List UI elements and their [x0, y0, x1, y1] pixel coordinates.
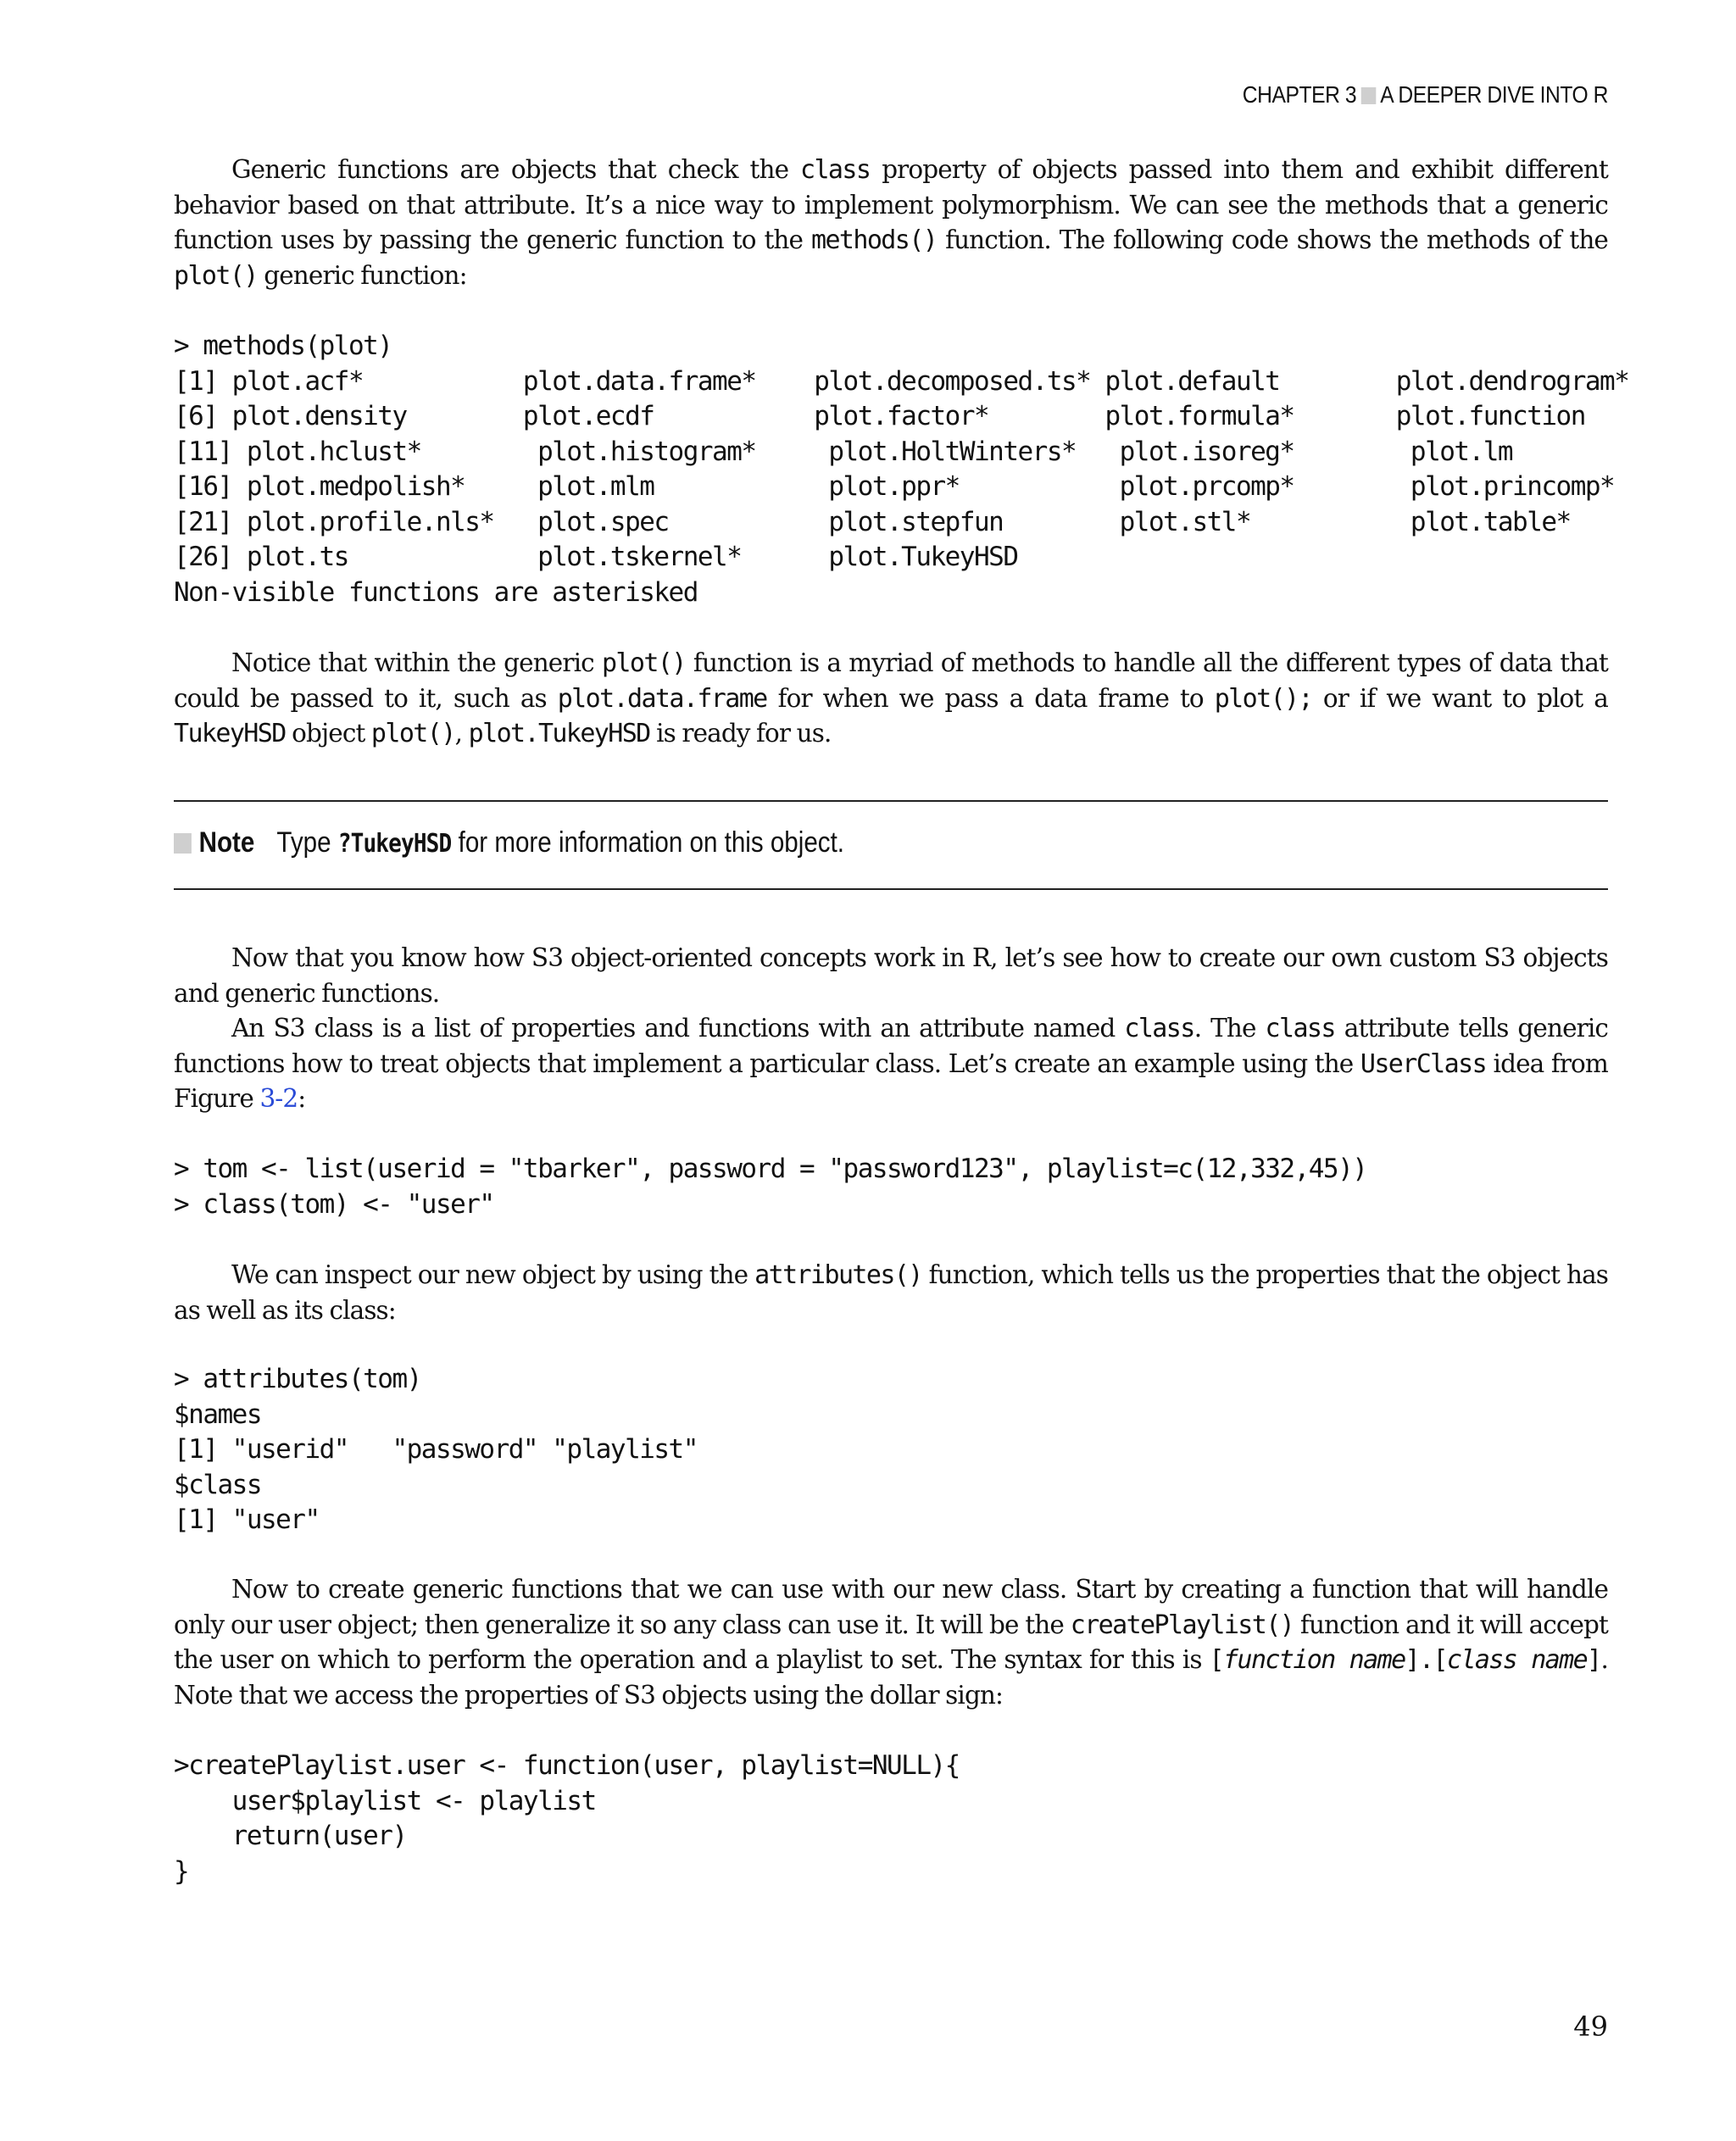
text: :	[298, 1084, 306, 1113]
text: is ready for us.	[649, 719, 832, 748]
note-command: ?TukeyHSD	[337, 829, 452, 859]
inline-code: plot.TukeyHSD	[468, 719, 650, 748]
text: or if we want to plot a	[1311, 683, 1608, 713]
inline-code: [	[1209, 1645, 1224, 1675]
code-listing: > methods(plot) [1] plot.acf* plot.data.frame* plot.decomposed.ts* plot.default plot.dendrogram* [6] plot.density plot.ecdf plot.factor* plot.formula* plot.function [11] plot.hclust* plot.histogram* plot.HoltWinters* plot.isoreg* plot.lm [16] plot.medpolish* plot.mlm plot.ppr* plot.prcomp* plot.princomp* [21] plot.profile.nls* plot.spec plot.stepfun plot.stl* plot.table* [26] plot.ts plot.tskernel* plot.TukeyHSD Non-visible functions are asterisked	[174, 331, 1629, 608]
inline-code-italic: class name	[1446, 1645, 1588, 1675]
figure-link[interactable]: 3-2	[259, 1084, 298, 1113]
inline-code: ].[	[1405, 1645, 1447, 1675]
code-block-tom-list	[174, 1152, 1608, 1222]
text: for when we pass a data frame to	[766, 683, 1215, 713]
chapter-label: CHAPTER 3	[1242, 81, 1357, 108]
inline-code: class	[800, 155, 871, 185]
text: function and it will accept the user on which to perform the operation and a playlist to set. The syntax for this is	[174, 1610, 1608, 1674]
inline-code: methods()	[811, 225, 938, 255]
text: attribute tells generic functions how to treat objects that implement a particular class. Let’s create an example using the	[174, 1014, 1608, 1078]
text: object	[285, 719, 371, 748]
text: We can inspect our new object by using the	[231, 1260, 755, 1289]
inline-code: plot()	[174, 260, 258, 291]
text: . Note that we access the properties of S3 objects using the dollar sign:	[174, 1645, 1608, 1710]
paragraph-inspect	[174, 1258, 1608, 1328]
inline-code: UserClass	[1360, 1048, 1487, 1079]
square-bullet-icon	[1360, 87, 1376, 104]
inline-code: plot()	[370, 719, 455, 748]
inline-code: createPlaylist()	[1070, 1610, 1294, 1640]
code-listing: > tom <- list(userid = "tbarker", password = "password123", playlist=c(12,332,45)) > class(tom) <- "user"	[174, 1154, 1367, 1220]
text: An S3 class is a list of properties and functions with an attribute named	[231, 1014, 1125, 1043]
note-top-rule	[174, 800, 1608, 802]
code-listing: > attributes(tom) $names [1] "userid" "password" "playlist" $class [1] "user"	[174, 1364, 698, 1535]
text: property of objects passed into them and exhibit different behavior based on that attribute. It’s a nice way to implement polymorphism. We can see the methods that a generic function uses by passing the generic function to the	[174, 155, 1608, 254]
text: Generic functions are objects that check the	[231, 155, 800, 184]
paragraph-generic-functions	[174, 153, 1608, 293]
inline-code-italic: function name	[1223, 1645, 1405, 1675]
paragraph-s3-intro	[174, 941, 1608, 1011]
running-header	[1243, 81, 1608, 108]
page-number: 49	[1573, 2010, 1608, 2043]
inline-code: plot.data.frame	[557, 683, 767, 714]
inline-code: plot();	[1214, 683, 1312, 714]
text: idea from Figure	[174, 1048, 1608, 1113]
inline-code: ]	[1587, 1645, 1601, 1675]
code-block-methods-plot	[174, 329, 1629, 610]
text: function, which tells us the properties that the object has as well as its class:	[174, 1260, 1609, 1325]
note-bottom-rule	[174, 888, 1608, 890]
square-bullet-icon	[174, 833, 192, 854]
note-label: Note	[198, 826, 255, 859]
code-listing: >createPlaylist.user <- function(user, playlist=NULL){ user$playlist <- playlist return(user) }	[174, 1750, 960, 1887]
inline-code: plot()	[601, 648, 686, 678]
note-text: Type	[276, 826, 338, 859]
text: function. The following code shows the methods of the	[937, 225, 1608, 254]
text: . The	[1194, 1014, 1266, 1043]
paragraph-notice	[174, 646, 1608, 752]
text: function is a myriad of methods to handle all the different types of data that could be passed to it, such as	[174, 648, 1608, 713]
note-text: for more information on this object.	[451, 826, 845, 859]
code-block-create-playlist	[174, 1749, 1608, 1889]
text: Now to create generic functions that we can use with our new class. Start by creating a function that will handle only our user object; then generalize it so any class can use it. It will be the	[174, 1575, 1608, 1639]
note-box	[174, 826, 844, 859]
inline-code: class	[1265, 1014, 1335, 1043]
text: Now that you know how S3 object-oriented concepts work in R, let’s see how to create our own custom S3 objects and generic functions.	[174, 943, 1608, 1008]
inline-code: TukeyHSD	[174, 719, 286, 748]
inline-code: attributes()	[754, 1260, 922, 1290]
inline-code: class	[1124, 1014, 1194, 1043]
paragraph-create-generic	[174, 1572, 1608, 1713]
text: Notice that within the generic	[231, 648, 602, 677]
text: ,	[454, 719, 469, 748]
code-block-attributes	[174, 1362, 1608, 1538]
text: generic function:	[257, 260, 467, 290]
chapter-title: A DEEPER DIVE INTO R	[1380, 81, 1608, 108]
paragraph-s3-class	[174, 1011, 1608, 1117]
